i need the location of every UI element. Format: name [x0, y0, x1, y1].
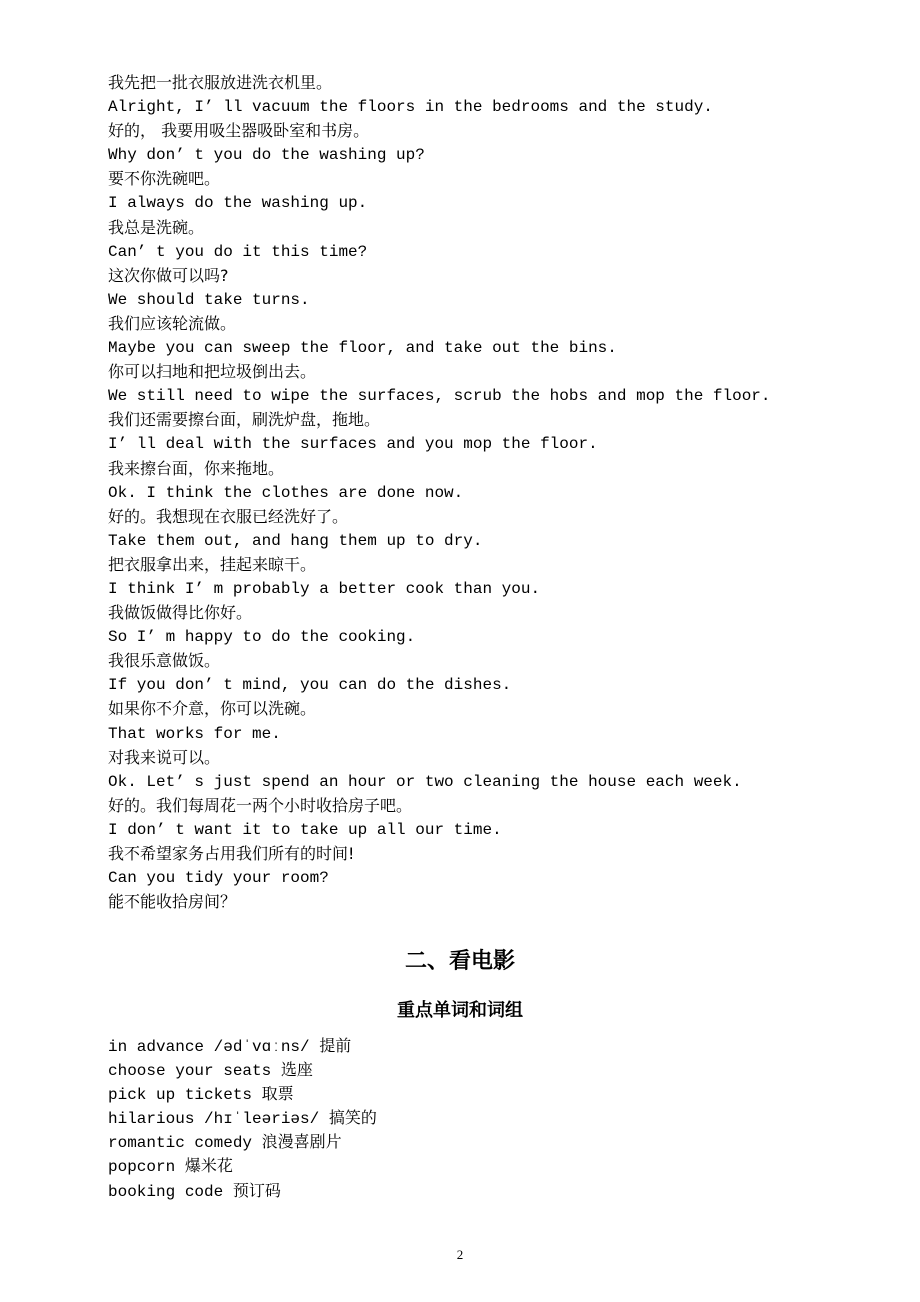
dialogue-line: 我先把一批衣服放进洗衣机里。 — [108, 73, 333, 92]
dialogue-line: We still need to wipe the surfaces, scrub the hobs and mop the floor. — [108, 387, 771, 406]
section-title: 二、看电影 — [404, 949, 515, 974]
dialogue-line: Can’ t you do it this time? — [108, 242, 368, 261]
dialogue-line: I always do the washing up. — [108, 194, 368, 213]
dialogue-line: 我来擦台面，你来拖地。 — [108, 458, 285, 478]
dialogue-line: 对我来说可以。 — [108, 747, 221, 767]
vocabulary-item: popcorn 爆米花 — [108, 1158, 233, 1177]
dialogue-line: 我很乐意做饭。 — [108, 651, 221, 671]
dialogue-block — [108, 71, 868, 914]
dialogue-line: 把衣服拿出来，挂起来晾干。 — [108, 554, 317, 574]
dialogue-line: 我不希望家务占用我们所有的时间! — [108, 844, 355, 863]
dialogue-line: Alright, I’ ll vacuum the floors in the bedrooms and the study. — [108, 98, 713, 117]
vocabulary-item: in advance /ədˈvɑːns/ 提前 — [108, 1038, 352, 1056]
dialogue-line: 要不你洗碗吧。 — [108, 169, 221, 189]
dialogue-line: Can you tidy your room? — [108, 869, 329, 888]
dialogue-line: So I’ m happy to do the cooking. — [108, 628, 416, 647]
page-number: 2 — [456, 1247, 464, 1262]
dialogue-line: I don’ t want it to take up all our time. — [108, 820, 502, 839]
dialogue-line: 好的， 我要用吸尘器吸卧室和书房。 — [108, 121, 370, 141]
dialogue-line: Ok. Let’ s just spend an hour or two cleaning the house each week. — [108, 772, 742, 791]
dialogue-line: 这次你做可以吗? — [108, 265, 229, 285]
dialogue-line: 好的。我想现在衣服已经洗好了。 — [108, 506, 349, 526]
dialogue-line: We should take turns. — [108, 290, 310, 309]
dialogue-line: Take them out, and hang them up to dry. — [108, 531, 483, 550]
dialogue-line: That works for me. — [108, 724, 281, 743]
dialogue-line: 我做饭做得比你好。 — [108, 603, 253, 623]
dialogue-line: If you don’ t mind, you can do the dishes. — [108, 676, 512, 695]
vocabulary-item: romantic comedy 浪漫喜剧片 — [108, 1134, 342, 1153]
vocabulary-item: pick up tickets 取票 — [108, 1086, 294, 1105]
dialogue-line: 我们还需要擦台面，刷洗炉盘，拖地。 — [108, 410, 381, 430]
dialogue-line: 能不能收拾房间？ — [108, 892, 237, 912]
dialogue-line: 好的。我们每周花一两个小时收拾房子吧。 — [108, 795, 413, 815]
vocabulary-item: choose your seats 选座 — [108, 1062, 313, 1081]
vocabulary-list — [108, 1035, 808, 1204]
dialogue-line: 我们应该轮流做。 — [108, 313, 237, 333]
dialogue-line: 如果你不介意，你可以洗碗。 — [108, 699, 317, 719]
dialogue-line: I’ ll deal with the surfaces and you mop the floor. — [108, 435, 598, 454]
dialogue-line: 我总是洗碗。 — [108, 217, 205, 237]
dialogue-line: Maybe you can sweep the floor, and take out the bins. — [108, 339, 617, 358]
dialogue-line: Ok. I think the clothes are done now. — [108, 483, 464, 502]
section-subtitle: 重点单词和词组 — [397, 1000, 523, 1021]
dialogue-line: I think I’ m probably a better cook than you. — [108, 579, 541, 598]
vocabulary-item: booking code 预订码 — [108, 1182, 281, 1201]
dialogue-line: Why don’ t you do the washing up? — [108, 146, 425, 165]
dialogue-line: 你可以扫地和把垃圾倒出去。 — [108, 362, 317, 382]
vocabulary-item: hilarious /hɪˈleəriəs/ 搞笑的 — [108, 1110, 377, 1129]
